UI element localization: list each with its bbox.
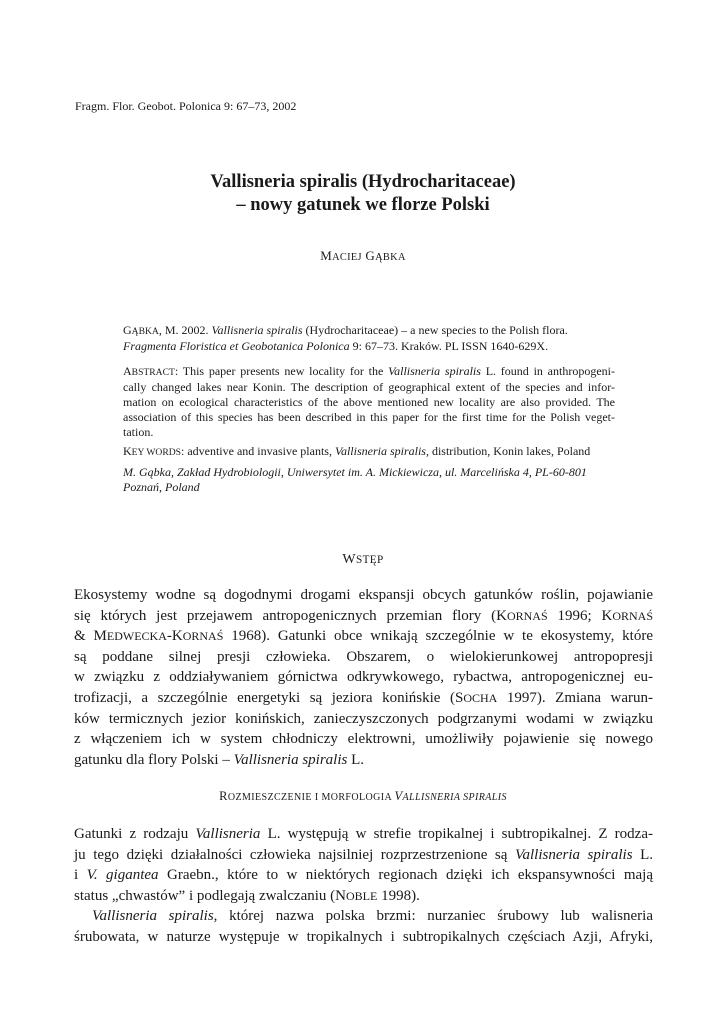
dist2-line-1: Vallisneria spiralis, której nazwa polska brzmi: nurzaniec śrubowy lub walisneria bbox=[92, 908, 653, 924]
intro-line-7: ków termicznych jezior konińskich, zanieczyszczonych podgrzanymi wodami w związku bbox=[74, 710, 653, 727]
abstract-line-4: association of this species has been described in this paper for the first time for the Polish veget- bbox=[123, 410, 615, 424]
distribution-paragraph-2 bbox=[74, 906, 653, 947]
citation: GĄBKA, M. 2002. Vallisneria spiralis (Hydrocharitaceae) – a new species to the Polish flora. Fragmenta Floristica et Geobotanica Polonica 9: 67–73. Kraków. PL ISSN 1640-629X. bbox=[123, 323, 568, 353]
section-heading-wstep: WSTĘP bbox=[342, 552, 384, 567]
intro-line-9: gatunku dla flory Polski – Vallisneria spiralis L. bbox=[74, 751, 365, 768]
abstract-line-5: tation. bbox=[123, 425, 154, 439]
dist-line-2: ju tego dzięki działalności człowieka najsilniej rozprzestrzenione są Vallisneria spiralis L. bbox=[74, 846, 653, 863]
intro-line-2: się których jest przejawem antropogenicznych przemian flory (KORNAŚ 1996; KORNAŚ bbox=[74, 607, 654, 624]
dist2-line-2: śrubowata, w naturze występuje w tropikalnych i subtropikalnych częściach Azji, Afryki, bbox=[74, 928, 653, 945]
dist-line-4: status „chwastów” i podlegają zwalczaniu (NOBLE 1998). bbox=[74, 887, 420, 904]
dist-line-1: Gatunki z rodzaju Vallisneria L. występują w strefie tropikalnej i subtropikalnej. Z rodza- bbox=[74, 826, 653, 842]
intro-line-8: z włączeniem ich w system chłodniczy elektrowni, umożliwiły pojawienie się nowego bbox=[74, 731, 653, 748]
intro-paragraph bbox=[74, 585, 653, 770]
abstract-line-3: mation on ecological characteristics of the above mentioned new locality are also provided. The bbox=[123, 395, 615, 409]
abstract-line-2: cally changed lakes near Konin. The description of geographical extent of the species and infor- bbox=[123, 380, 615, 394]
section-heading-rozmieszczenie: ROZMIESZCZENIE I MORFOLOGIA VALLISNERIA SPIRALIS bbox=[219, 789, 507, 803]
author-name: MACIEJ GĄBKA bbox=[320, 248, 406, 263]
intro-line-6: trofizacji, a szczególnie energetyki są jeziora konińskie (SOCHA 1997). Zmiana warun- bbox=[74, 689, 653, 706]
title-line-1: Vallisneria spiralis (Hydrocharitaceae) bbox=[210, 172, 516, 192]
journal-reference: Fragm. Flor. Geobot. Polonica 9: 67–73, 2002 bbox=[75, 99, 297, 113]
distribution-paragraph-1 bbox=[74, 824, 653, 906]
intro-line-3: & MEDWECKA-KORNAŚ 1968). Gatunki obce wnikają szczególnie w te ekosystemy, które bbox=[74, 628, 653, 645]
keywords: KEY WORDS: adventive and invasive plants, Vallisneria spiralis, distribution, Konin lakes, Poland bbox=[123, 444, 591, 458]
abstract-line-1: ABSTRACT: This paper presents new locality for the Vallisneria spiralis L. found in anthropogeni- bbox=[123, 364, 615, 378]
dist-line-3: i V. gigantea Graebn., które to w niektórych regionach dzięki ich ekspansywności mają bbox=[74, 867, 653, 884]
intro-line-5: w związku z oddziaływaniem górnictwa odkrywkowego, rybactwa, antropogenicznej eu- bbox=[74, 669, 653, 686]
intro-line-4: są poddane silnej presji człowieka. Obszarem, o wielokierunkowej antropopresji bbox=[74, 648, 653, 665]
abstract bbox=[123, 364, 615, 440]
title-line-2: – nowy gatunek we florze Polski bbox=[236, 195, 490, 215]
author-address: M. Gąbka, Zakład Hydrobiologii, Uniwersytet im. A. Mickiewicza, ul. Marcelińska 4, PL-60-801 Poznań, Poland bbox=[123, 465, 587, 494]
intro-line-1: Ekosystemy wodne są dogodnymi drogami ekspansji obcych gatunków roślin, pojawianie bbox=[74, 587, 653, 603]
